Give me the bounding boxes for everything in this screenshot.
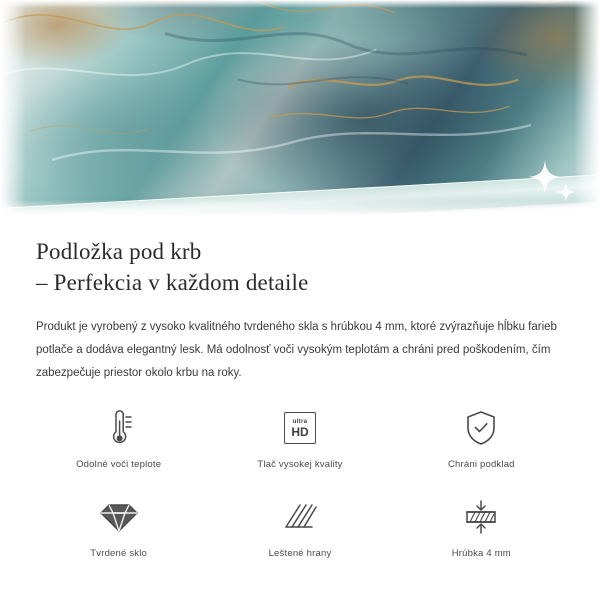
feature-item-protects-surface <box>396 407 566 470</box>
ultra-hd-icon <box>284 407 316 449</box>
headline-line-2: – Perfekcia v každom detaile <box>36 270 309 296</box>
feature-label: Odolné voči teplote <box>76 459 162 471</box>
ultra-hd-top-text: ultra <box>292 418 308 425</box>
ultra-hd-bottom-text: HD <box>291 424 309 439</box>
polished-edges-icon <box>282 496 318 538</box>
content-block <box>0 218 600 385</box>
thermometer-icon <box>100 407 138 449</box>
feature-item-temperature <box>34 407 204 470</box>
diamond-icon <box>100 496 138 538</box>
feature-grid <box>0 407 600 559</box>
feature-label: Leštené hrany <box>268 548 332 560</box>
headline-line-1: Podložka pod krb <box>36 239 202 264</box>
page-title <box>36 236 564 298</box>
marble-glass-artwork <box>0 0 600 218</box>
feature-item-tempered-glass <box>34 496 204 559</box>
shield-check-icon <box>464 407 498 449</box>
body-paragraph: Produkt je vyrobený z vysoko kvalitného tvrdeného skla s hrúbkou 4 mm, ktoré zvýrazňuje hĺbku farieb potlače a dodáva elegantný lesk. Má odolnosť voči vysokým teplotám a chráni pred poškodením, čím zabezpečuje priestor okolo krbu na roky. <box>36 321 557 380</box>
feature-item-polished-edges <box>215 496 385 559</box>
feature-label: Tlač vysokej kvality <box>257 459 343 471</box>
feature-label: Tvrdené sklo <box>90 548 148 560</box>
feature-label: Chráni podklad <box>447 459 515 471</box>
feature-item-print-quality <box>215 407 385 470</box>
thickness-arrows-icon <box>462 496 500 538</box>
hero-image <box>0 0 600 218</box>
feature-item-thickness <box>396 496 566 559</box>
feature-label: Hrúbka 4 mm <box>451 548 511 560</box>
